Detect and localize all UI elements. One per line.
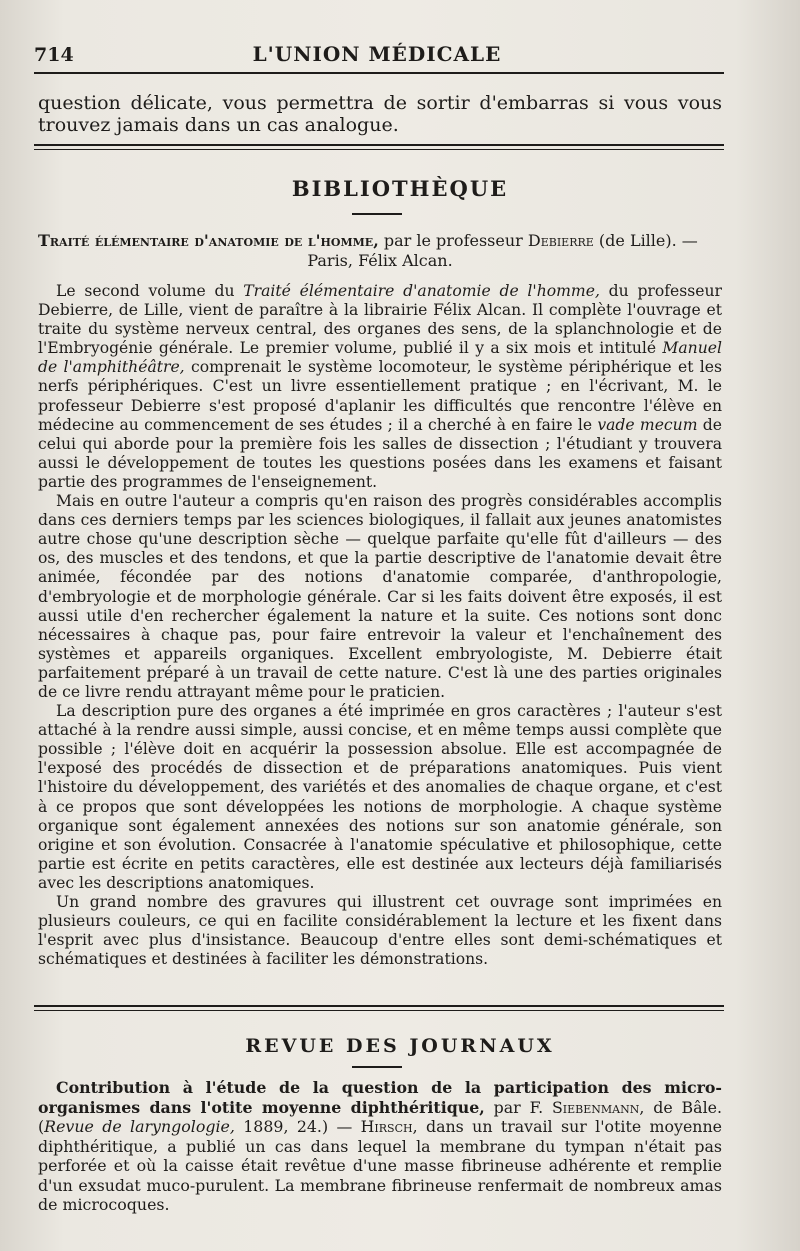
review-paragraph-2: Mais en outre l'auteur a compris qu'en raison des progrès considérables accomplis dans ces derniers temps par les sciences biologiques, il fallait aux jeunes anatomistes autre chose qu'une description sèche — quelque parfaite qu'elle fût d'ailleurs — des os, des muscles et des tendons, et que la partie descriptive de l'anatomie devait être animée, fécondée par des notions d'anatomie comparée, d'anthropologie, d'embryologie et de morphologie générale. Car si les faits doivent être exposés, il est aussi utile d'en rechercher également la nature et la suite. Ces notions sont donc nécessaires à chaque pas, pour faire entrevoir la valeur et l'enchaînement des systèmes et appareils organiques. Excellent embryologiste, M. Debierre était parfaitement préparé à un travail de cette nature. C'est là une des parties originales de ce livre rendu attrayant même pour le praticien. [38, 492, 722, 701]
revue-rule-top [34, 1005, 724, 1007]
intro-paragraph: question délicate, vous permettra de sortir d'embarras si vous vous trouvez jamais dans un cas analogue. [38, 92, 722, 136]
abstract-author: Siebenmann [551, 1097, 640, 1117]
running-title: L'UNION MÉDICALE [252, 42, 502, 66]
abstract-title: Contribution à l'étude de la question de la participation des micro-organismes dans l'otite moyenne diphthéritique, [38, 1078, 722, 1117]
journal-name: Revue de laryngologie, [44, 1117, 235, 1136]
review-paragraph-3: La description pure des organes a été imprimée en gros caractères ; l'auteur s'est attaché à la rendre aussi simple, aussi concise, et en même temps aussi complète que possible ; l'élève doit en acquérir la possession absolue. Elle est accompagnée de l'exposé des procédés de dissection et de préparations anatomiques. Puis vient l'histoire du développement, des variétés et des anomalies de chaque organe, et c'est à ce propos que sont développées les notions de morphologie. A chaque système organique sont également annexées des notions sur son anatomie générale, son origine et son évolution. Consacrée à l'anatomie spéculative et philosophique, cette partie est écrite en petits caractères, elle est destinée aux lecteurs déjà familiarisés avec les descriptions anatomiques. [38, 702, 722, 892]
review-body [38, 282, 722, 969]
review-paragraph-1: Le second volume du Traité élémentaire d'anatomie de l'homme, du professeur Debierre, de Lille, vient de paraître à la librairie Félix Alcan. Il complète l'ouvrage et traite du système nerveux central, des organes des sens, de la splanchnologie et de l'Embryogénie générale. Le premier volume, publié il y a six mois et intitulé Manuel de l'amphithéâtre, comprenait le système locomoteur, le système périphérique et les nerfs périphériques. C'est un livre essentiellement pratique ; en l'écrivant, M. le professeur Debierre s'est proposé d'aplanir les difficultés que rencontre l'élève en médecine au commencement de ses études ; il a cherché à en faire le vade mecum de celui qui aborde pour la première fois les salles de dissection ; l'étudiant y trouvera aussi le développement de toutes les questions posées dans les examens et faisant partie des programmes de l'enseignement. [38, 282, 723, 491]
page-header [34, 40, 720, 70]
section-rule-bottom [34, 149, 724, 150]
book-publisher: Paris, Félix Alcan. [307, 251, 453, 270]
review-paragraph-4: Un grand nombre des gravures qui illustrent cet ouvrage sont imprimées en plusieurs couleurs, ce qui en facilite considérablement la lecture et les fixent dans l'esprit avec plus d'insistance. Beaucoup d'entre elles sont demi-schématiques et schématiques et destinées à faciliter les démonstrations. [38, 893, 722, 969]
revue-rule-bottom [34, 1010, 724, 1011]
heading-underline [352, 213, 402, 215]
journal-abstract: Contribution à l'étude de la question de la participation des micro-organismes dans l'otite moyenne diphthéritique, par F. Siebenmann, de Bâle. (Revue de laryngologie, 1889, 24.) — Hirsch, dans un travail sur l'otite moyenne diphthéritique, a publié un cas dans lequel la membrane du tympan n'était pas perforée et où la caisse était revêtue d'une masse fibrineuse adhérente et remplie d'un exsudat muco-purulent. La membrane fibrineuse renfermait de nombreux amas de microcoques. [38, 1078, 722, 1214]
bibliotheque-heading: BIBLIOTHÈQUE [291, 176, 509, 201]
revue-heading-underline [352, 1066, 402, 1068]
book-title: Traité élémentaire d'anatomie de l'homme, [38, 231, 379, 250]
header-rule [34, 72, 724, 74]
book-entry: Traité élémentaire d'anatomie de l'homme, par le professeur Debierre (de Lille). — Paris, Félix Alcan. [38, 231, 722, 271]
page-number: 714 [34, 44, 74, 66]
abstract-author-2: Hirsch [360, 1117, 413, 1136]
book-author: Debierre [527, 231, 594, 250]
revue-heading: REVUE DES JOURNAUX [245, 1035, 555, 1057]
section-rule-top [34, 144, 724, 146]
